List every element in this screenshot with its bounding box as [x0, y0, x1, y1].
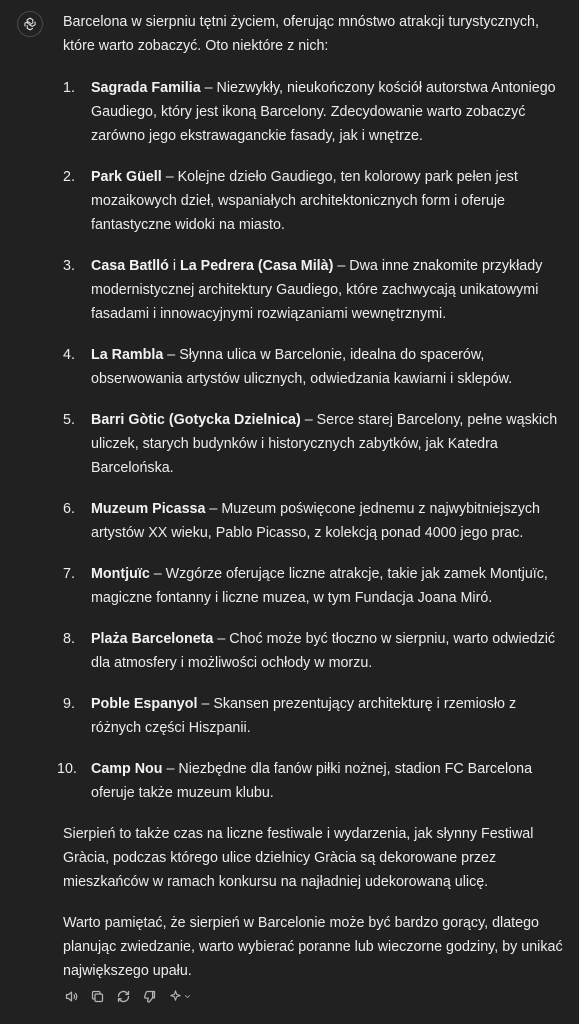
- read-aloud-button[interactable]: [63, 988, 79, 1004]
- list-number: 7.: [63, 566, 75, 582]
- copy-icon: [90, 989, 105, 1004]
- list-item-text: – Muzeum poświęcone jednemu z najwybitniejszych artystów XX wieku, Pablo Picasso, z kolekcją ponad 4000 jego prac.: [91, 501, 540, 541]
- list-item-title: Poble Espanyol: [91, 696, 198, 712]
- list-item: [63, 254, 563, 326]
- list-item-title: La Rambla: [91, 347, 164, 363]
- list-number: 6.: [63, 501, 75, 517]
- model-switch-button[interactable]: [167, 988, 193, 1004]
- list-item: [63, 692, 563, 740]
- message-actions: [63, 988, 193, 1004]
- list-item-title: Montjuïc: [91, 566, 150, 582]
- list-item-text: – Skansen prezentujący architekturę i rzemiosło z różnych części Hiszpanii.: [91, 696, 517, 736]
- message-outro: [63, 822, 563, 983]
- list-item: [63, 627, 563, 675]
- list-item-connector: i: [168, 258, 180, 274]
- list-item-text: – Choć może być tłoczno w sierpniu, warto odwiedzić dla atmosfery i możliwości ochłody w morzu.: [91, 631, 556, 671]
- refresh-icon: [116, 989, 131, 1004]
- list-item-title: Sagrada Familia: [91, 80, 201, 96]
- list-item-title: Park Güell: [91, 169, 162, 185]
- list-item: [63, 562, 563, 610]
- list-item-title: Plaża Barceloneta: [91, 631, 214, 647]
- list-item-text: – Niezbędne dla fanów piłki nożnej, stadion FC Barcelona oferuje także muzeum klubu.: [91, 761, 533, 801]
- list-item-text: – Dwa inne znakomite przykłady modernistycznej architektury Gaudiego, które zachwycają unikatowymi fasadami i innowacyjnymi rozwiązaniami wewnętrznymi.: [91, 258, 543, 322]
- list-item: [57, 757, 563, 805]
- list-item: [63, 408, 563, 480]
- openai-logo-icon: [22, 16, 38, 32]
- regenerate-button[interactable]: [115, 988, 131, 1004]
- sparkle-icon: [168, 989, 183, 1004]
- speaker-icon: [64, 989, 79, 1004]
- chevron-down-icon: [183, 992, 192, 1001]
- list-number: 3.: [63, 258, 75, 274]
- list-item-text: – Kolejne dzieło Gaudiego, ten kolorowy park pełen jest mozaikowych dzieł, wspaniałych architektonicznych form i oferuje fantastyczne widoki na miasto.: [91, 169, 518, 233]
- list-item: [63, 165, 563, 237]
- list-item-title: Casa Batlló: [91, 258, 169, 274]
- copy-button[interactable]: [89, 988, 105, 1004]
- list-item-title: Barri Gòtic (Gotycka Dzielnica): [91, 412, 301, 428]
- assistant-avatar: [17, 11, 43, 37]
- list-number: 4.: [63, 347, 75, 363]
- list-item-text: – Niezwykły, nieukończony kościół autorstwa Antoniego Gaudiego, który jest ikoną Barcelony. Zdecydowanie warto zobaczyć zarówno jego ekstrawaganckie fasady, jak i wnętrze.: [91, 80, 556, 144]
- list-item-text: – Serce starej Barcelony, pełne wąskich uliczek, starych budynków i historycznych zabytków, jak Katedra Barcelońska.: [91, 412, 558, 476]
- outro-paragraph: Warto pamiętać, że sierpień w Barcelonie może być bardzo gorący, dlatego planując zwiedzanie, warto wybierać poranne lub wieczorne godziny, by unikać największego upału.: [63, 915, 563, 979]
- attractions-list: [57, 76, 563, 805]
- assistant-message: [57, 10, 563, 1000]
- list-item: [63, 497, 563, 545]
- list-number: 5.: [63, 412, 75, 428]
- list-item-title: La Pedrera (Casa Milà): [180, 258, 334, 274]
- message-intro: Barcelona w sierpniu tętni życiem, oferując mnóstwo atrakcji turystycznych, które warto zobaczyć. Oto niektóre z nich:: [63, 14, 539, 54]
- thumbs-down-button[interactable]: [141, 988, 157, 1004]
- list-number: 8.: [63, 631, 75, 647]
- list-item-text: – Wzgórze oferujące liczne atrakcje, takie jak zamek Montjuïc, magiczne fontanny i liczne muzea, w tym Fundacja Joana Miró.: [91, 566, 548, 606]
- outro-paragraph: Sierpień to także czas na liczne festiwale i wydarzenia, jak słynny Festiwal Gràcia, podczas którego ulice dzielnicy Gràcia są dekorowane przez mieszkańców w ramach konkursu na najładniej udekorowaną ulicę.: [63, 826, 534, 890]
- thumbs-down-icon: [142, 989, 157, 1004]
- list-number: 9.: [63, 696, 75, 712]
- list-number: 1.: [63, 80, 75, 96]
- list-item-title: Camp Nou: [91, 761, 163, 777]
- list-item: [63, 343, 563, 391]
- list-number: 10.: [57, 761, 77, 777]
- list-item: [63, 76, 563, 148]
- list-number: 2.: [63, 169, 75, 185]
- list-item-title: Muzeum Picassa: [91, 501, 206, 517]
- list-item-text: – Słynna ulica w Barcelonie, idealna do spacerów, obserwowania artystów ulicznych, odwiedzania kawiarni i sklepów.: [91, 347, 513, 387]
